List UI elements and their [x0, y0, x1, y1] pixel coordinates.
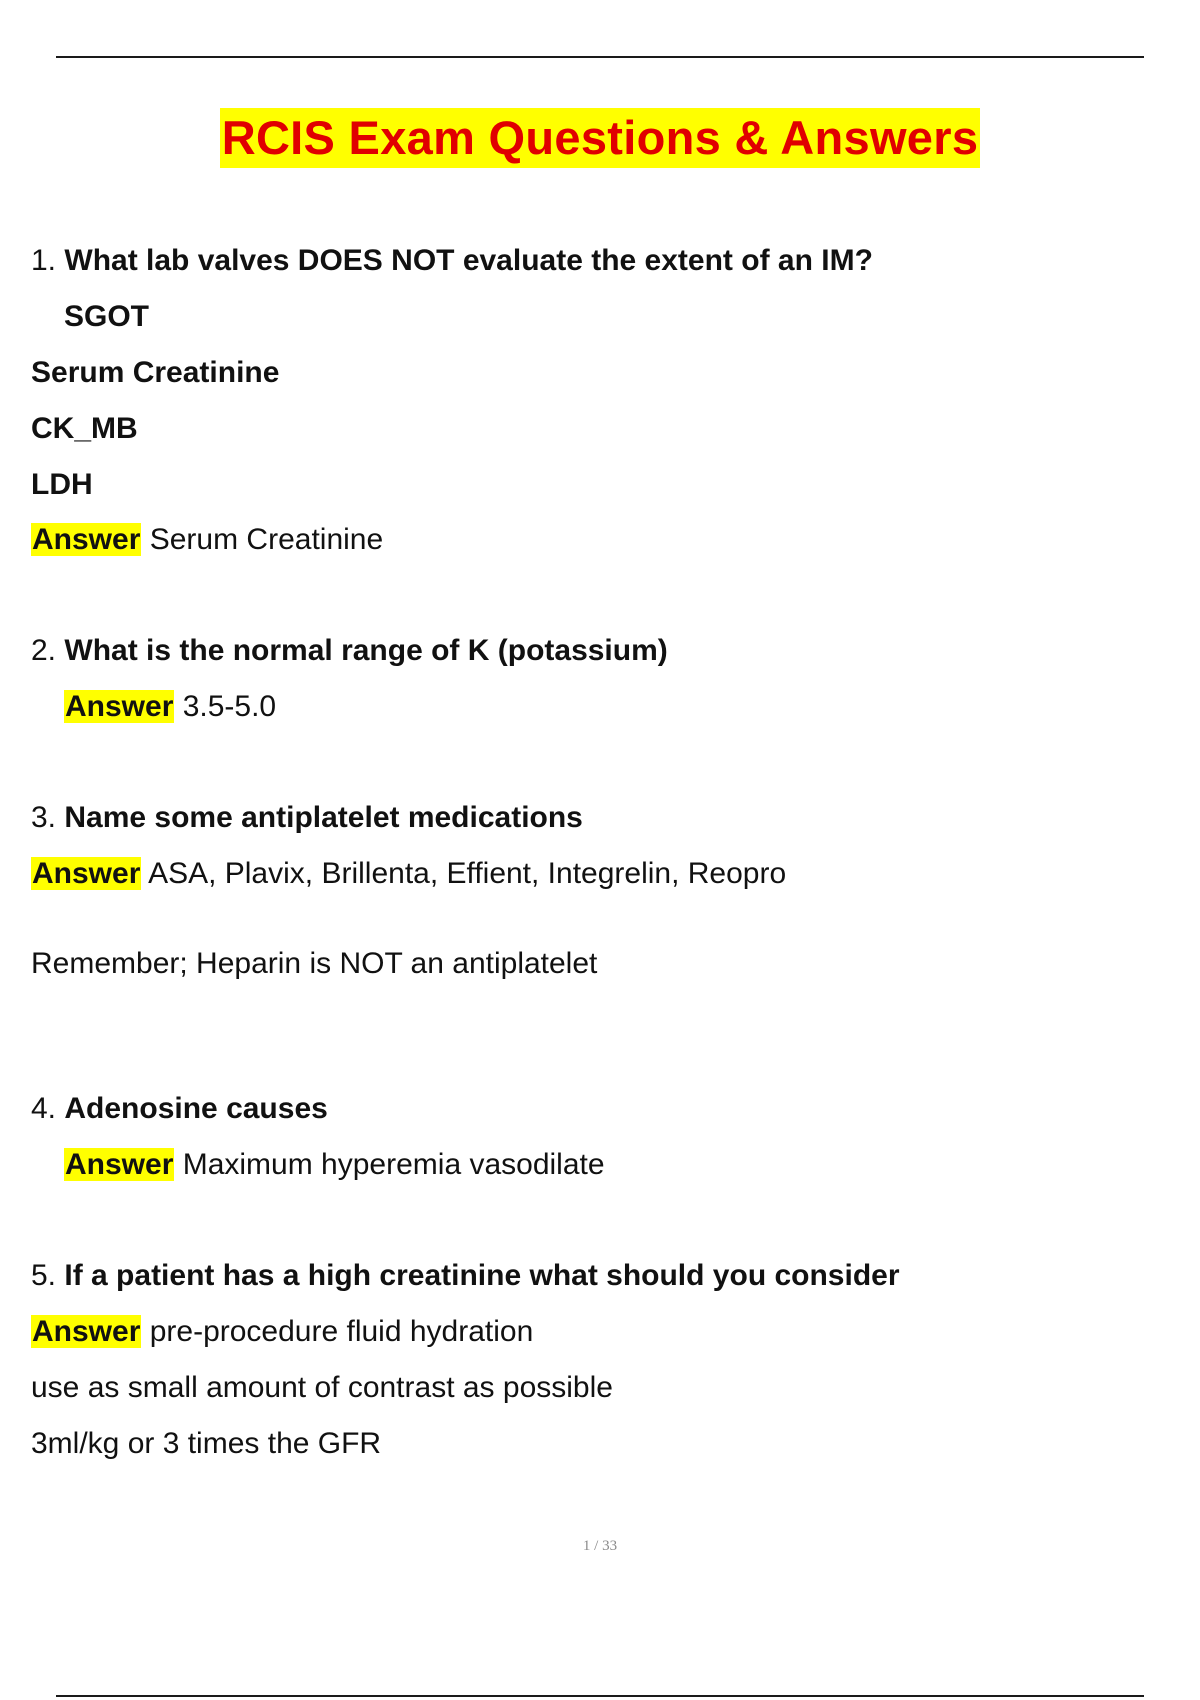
question-4 [31, 1091, 328, 1127]
question-text: Adenosine causes [64, 1092, 328, 1125]
option-4: LDH [31, 468, 93, 501]
page-indicator: 1 / 33 [582, 1538, 618, 1554]
note-3: Remember; Heparin is NOT an antiplatelet [31, 947, 598, 980]
answer-5-line-3: 3ml/kg or 3 times the GFR [31, 1427, 382, 1460]
question-number: 5. [31, 1259, 57, 1292]
question-text: What is the normal range of K (potassium) [64, 634, 668, 667]
answer-5-line-2: use as small amount of contrast as possible [31, 1371, 613, 1404]
top-rule [56, 56, 1144, 58]
answer-5 [31, 1314, 533, 1350]
question-3 [31, 800, 583, 836]
title-block [0, 108, 1200, 168]
question-text: If a patient has a high creatinine what should you consider [64, 1259, 900, 1292]
question-text: What lab valves DOES NOT evaluate the extent of an IM? [64, 244, 873, 277]
answer-text: 3.5-5.0 [182, 690, 277, 723]
question-1 [31, 243, 873, 279]
question-text: Name some antiplatelet medications [64, 801, 583, 834]
answer-2 [64, 689, 276, 725]
answer-label: Answer [65, 690, 174, 723]
option-1: SGOT [64, 300, 150, 333]
answer-text: ASA, Plavix, Brillenta, Effient, Integrelin, Reopro [148, 857, 787, 890]
answer-text: Maximum hyperemia vasodilate [182, 1148, 605, 1181]
option-2: Serum Creatinine [31, 356, 280, 389]
question-number: 3. [31, 801, 57, 834]
option-3: CK_MB [31, 412, 138, 445]
answer-label: Answer [65, 1148, 174, 1181]
answer-label: Answer [32, 1315, 141, 1348]
answer-3 [31, 856, 786, 892]
answer-label: Answer [32, 857, 141, 890]
bottom-rule [56, 1695, 1144, 1697]
answer-4 [64, 1147, 605, 1183]
answer-label: Answer [32, 523, 141, 556]
answer-1 [31, 522, 383, 558]
page-title: RCIS Exam Questions & Answers [220, 108, 981, 168]
question-2 [31, 633, 668, 669]
answer-text: pre-procedure fluid hydration [149, 1315, 534, 1348]
question-number: 2. [31, 634, 57, 667]
question-5 [31, 1258, 900, 1294]
question-number: 1. [31, 244, 57, 277]
question-number: 4. [31, 1092, 57, 1125]
answer-text: Serum Creatinine [149, 523, 384, 556]
